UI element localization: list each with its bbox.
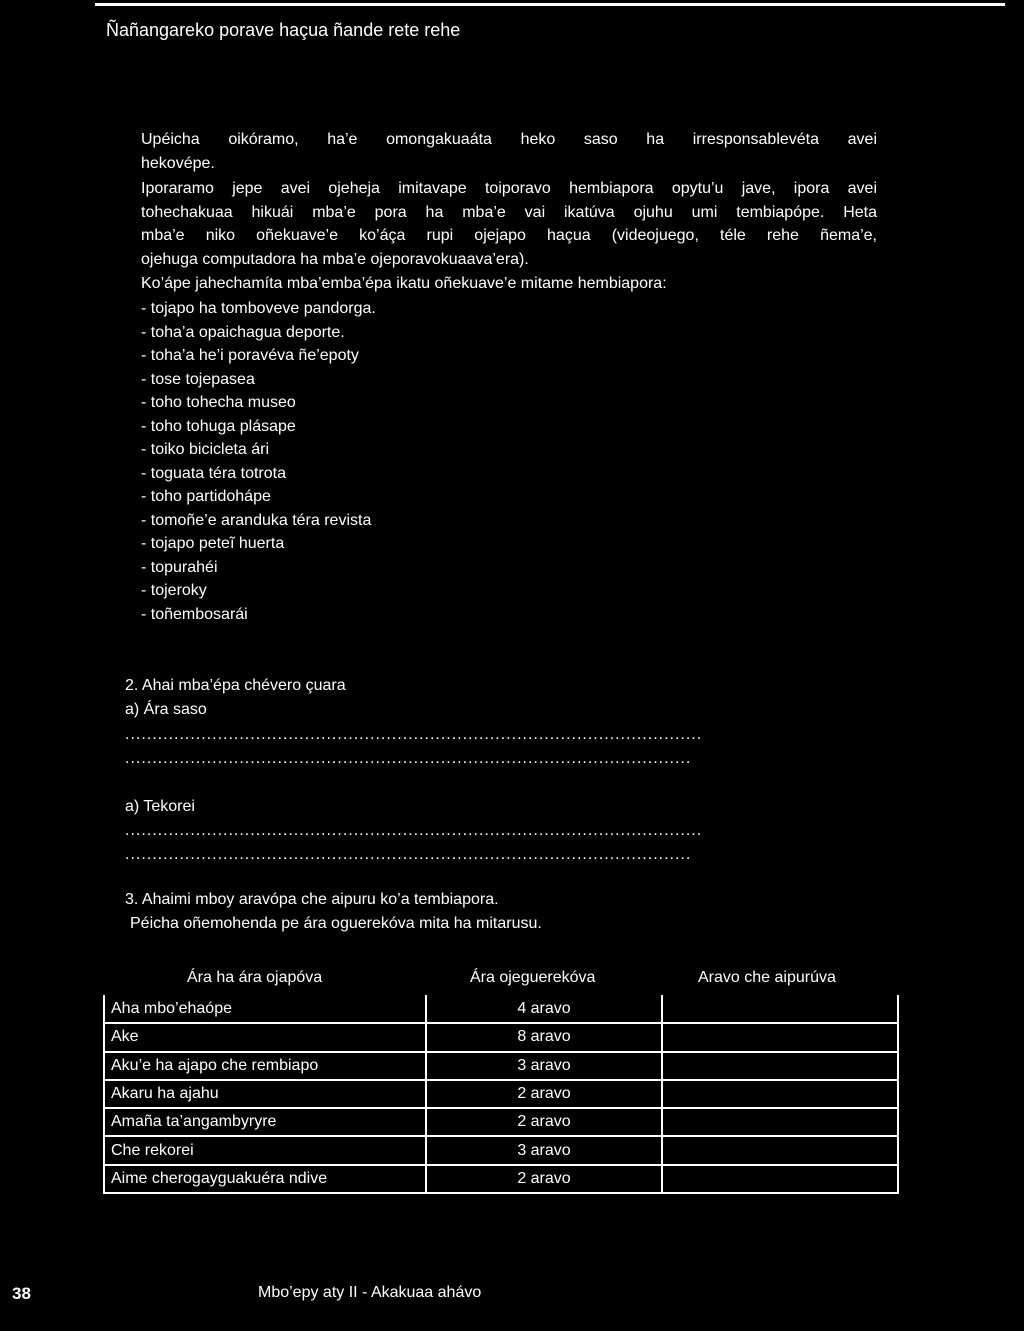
option-a-label: a) Ára saso xyxy=(125,700,207,718)
activity-cell: Aime cherogayguakuéra ndive xyxy=(104,1165,426,1193)
list-item: - tomoñe’e aranduka téra revista xyxy=(141,511,372,529)
table-row xyxy=(104,1136,898,1164)
paragraph-line: ojehuga computadora ha mba’e ojeporavokuaava’era). xyxy=(141,250,529,268)
list-item: - toha’a opaichagua deporte. xyxy=(141,323,345,341)
paragraph-line: Upéicha oikóramo, ha’e omongakuaáta heko saso ha irresponsablevéta avei xyxy=(141,131,877,148)
question-2-title: 2. Ahai mba’épa chévero çuara xyxy=(125,677,346,694)
table-row xyxy=(104,995,898,1023)
paragraph-line: mba’e niko oñekuave’e ko’áça rupi ojejapo haçua (videojuego, téle rehe ñema’e, xyxy=(141,227,877,244)
paragraph-2 xyxy=(141,177,877,271)
my-hours-cell[interactable] xyxy=(662,1108,898,1136)
my-hours-cell[interactable] xyxy=(662,1165,898,1193)
activity-cell: Amaña ta’angambyryre xyxy=(104,1108,426,1136)
my-hours-cell[interactable] xyxy=(662,995,898,1023)
list-item: - toñembosarái xyxy=(141,605,248,623)
option-b-label: a) Tekorei xyxy=(125,798,195,815)
top-rule xyxy=(95,3,1005,6)
list-item: - toha’a he’i poravéva ñe’epoty xyxy=(141,347,359,364)
question-3 xyxy=(125,888,542,935)
my-hours-cell[interactable] xyxy=(662,1052,898,1080)
list-item: - toguata téra totrota xyxy=(141,464,286,482)
my-hours-cell[interactable] xyxy=(662,1023,898,1051)
list-item: - toiko bicicleta ári xyxy=(141,441,270,458)
paragraph-1 xyxy=(141,128,877,175)
activity-cell: Aha mbo’ehaópe xyxy=(104,995,426,1023)
table-row xyxy=(104,1023,898,1051)
hours-cell: 3 aravo xyxy=(426,1136,662,1164)
page-number: 38 xyxy=(12,1284,31,1303)
my-hours-cell[interactable] xyxy=(662,1080,898,1108)
paragraph-line: tohechakuaa hikuái mba’e pora ha mba’e vai ikatúva ojuhu umi tembiapópe. Heta xyxy=(141,203,877,221)
table-row xyxy=(104,1080,898,1108)
table-row xyxy=(104,1052,898,1080)
paragraph-line: hekovépe. xyxy=(141,154,215,172)
list-item: - tojapo ha tomboveve pandorga. xyxy=(141,300,376,317)
answer-line[interactable]: .......................................................................................................... xyxy=(125,726,703,743)
question-2 xyxy=(125,674,346,721)
hours-cell: 8 aravo xyxy=(426,1023,662,1051)
table-header: Ára ojeguerekóva xyxy=(470,969,596,986)
list-item: - toho partidohápe xyxy=(141,488,271,505)
footer-title: Mbo’epy aty II - Akakuaa ahávo xyxy=(258,1284,482,1301)
paragraph-3 xyxy=(141,272,877,296)
table-header: Ára ha ára ojapóva xyxy=(187,969,323,986)
question-3-line: Péicha oñemohenda pe ára oguerekóva mita ha mitarusu. xyxy=(130,914,542,932)
table-header: Aravo che aipurúva xyxy=(698,969,836,986)
activity-cell: Che rekorei xyxy=(104,1136,426,1164)
hours-cell: 4 aravo xyxy=(426,995,662,1023)
answer-line[interactable]: ........................................................................................................ xyxy=(125,846,692,863)
hours-cell: 3 aravo xyxy=(426,1052,662,1080)
activity-list xyxy=(141,300,376,626)
activity-cell: Aku’e ha ajapo che rembiapo xyxy=(104,1052,426,1080)
paragraph-line: Ko’ápe jahechamíta mba’emba’épa ikatu oñekuave’e mitame hembiapora: xyxy=(141,275,667,292)
table-row xyxy=(104,1165,898,1193)
hours-cell: 2 aravo xyxy=(426,1165,662,1193)
list-item: - toho tohecha museo xyxy=(141,394,296,411)
list-item: - tose tojepasea xyxy=(141,370,255,388)
hours-cell: 2 aravo xyxy=(426,1080,662,1108)
activity-cell: Ake xyxy=(104,1023,426,1051)
table-row xyxy=(104,1108,898,1136)
question-3-line: 3. Ahaimi mboy aravópa che aipuru ko’a tembiapora. xyxy=(125,891,499,908)
activity-cell: Akaru ha ajahu xyxy=(104,1080,426,1108)
list-item: - toho tohuga plásape xyxy=(141,417,296,435)
my-hours-cell[interactable] xyxy=(662,1136,898,1164)
page-header: Ñañangareko porave haçua ñande rete rehe xyxy=(106,20,461,40)
hours-cell: 2 aravo xyxy=(426,1108,662,1136)
answer-line[interactable]: ........................................................................................................ xyxy=(125,750,692,767)
list-item: - tojapo peteĩ huerta xyxy=(141,535,285,552)
hours-table xyxy=(103,995,899,1194)
paragraph-line: Iporaramo jepe avei ojeheja imitavape toiporavo hembiapora opytu’u jave, ipora avei xyxy=(141,180,877,197)
answer-line[interactable]: .......................................................................................................... xyxy=(125,822,703,839)
option-b xyxy=(125,795,195,819)
list-item: - topurahéi xyxy=(141,558,218,576)
list-item: - tojeroky xyxy=(141,582,207,599)
